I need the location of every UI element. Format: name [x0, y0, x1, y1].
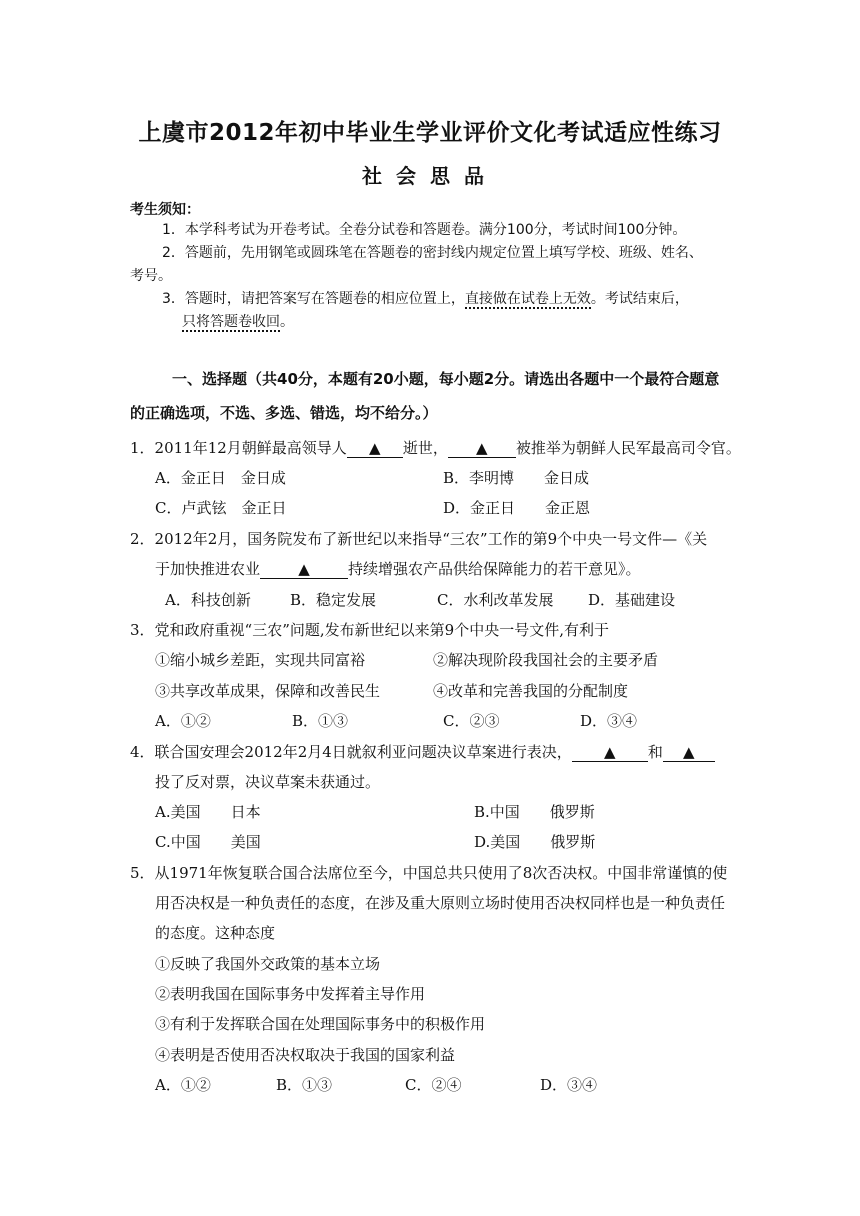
- option-c: C．②③: [443, 712, 500, 730]
- notice-item-3: [162, 288, 689, 308]
- answer-blank: ▲: [448, 440, 516, 458]
- answer-blank: ▲: [260, 561, 348, 579]
- option-a: A．科技创新: [165, 591, 251, 609]
- option-d: D．③④: [540, 1076, 598, 1094]
- question-4-cont: 投了反对票，决议草案未获通过。: [155, 773, 381, 791]
- notice-item-2-cont: 考号。: [130, 268, 172, 284]
- subject-title: 社会思品: [362, 164, 498, 188]
- question-2-cont: [155, 558, 641, 579]
- notice-item-3-cont: [182, 311, 294, 331]
- section-heading-line1: 一、选择题（共40分，本题有20小题，每小题2分。请选出各题中一个最符合题意: [172, 370, 720, 388]
- statement-1: ①缩小城乡差距，实现共同富裕: [155, 651, 366, 669]
- notice-heading: 考生须知：: [130, 202, 200, 218]
- notice-item-3-text: 3．答题时，请把答案写在答题卷的相应位置上，: [162, 291, 465, 307]
- option-b: B．稳定发展: [290, 591, 377, 609]
- question-3: 3．党和政府重视“三农”问题,发布新世纪以来第9个中央一号文件,有利于: [130, 621, 609, 639]
- option-c: C．②④: [405, 1076, 462, 1094]
- option-d: D．③④: [580, 712, 638, 730]
- option-a: A.美国 日本: [155, 803, 261, 821]
- option-b: B．①③: [292, 712, 349, 730]
- notice-emphasis-2: 只将答题卷收回: [182, 314, 280, 330]
- statement-4: ④改革和完善我国的分配制度: [433, 682, 629, 700]
- question-2-text-1: 于加快推进农业: [155, 560, 261, 578]
- option-b: B．李明博 金日成: [443, 469, 590, 487]
- notice-item-1: 1．本学科考试为开卷考试。全卷分试卷和答题卷。满分100分，考试时间100分钟。: [162, 222, 687, 238]
- notice-item-3-end: 。: [280, 314, 294, 330]
- exam-title: 上虞市2012年初中毕业生学业评价文化考试适应性练习: [138, 120, 722, 146]
- option-a: A．金正日 金日成: [155, 469, 286, 487]
- notice-item-3-text-2: 。考试结束后，: [590, 291, 689, 307]
- statement-2: ②解决现阶段我国社会的主要矛盾: [433, 651, 659, 669]
- question-5-cont-2: 的态度。这种态度: [155, 924, 276, 942]
- statement-3: ③有利于发挥联合国在处理国际事务中的积极作用: [155, 1015, 486, 1033]
- option-a: A．①②: [155, 712, 211, 730]
- notice-emphasis-1: 直接做在试卷上无效: [464, 291, 591, 307]
- answer-blank: ▲: [663, 744, 715, 762]
- statement-3: ③共享改革成果，保障和改善民生: [155, 682, 381, 700]
- question-5-cont-1: 用否决权是一种负责任的态度，在涉及重大原则立场时使用否决权同样也是一种负责任: [155, 894, 726, 912]
- question-2-text-2: 持续增强农产品供给保障能力的若干意见》。: [348, 560, 641, 578]
- question-1-text-2: 逝世，: [402, 439, 448, 457]
- option-b: B．①③: [276, 1076, 333, 1094]
- question-1-text-3: 被推举为朝鲜人民军最高司令官。: [515, 439, 741, 457]
- question-4: [130, 741, 715, 762]
- option-c: C.中国 美国: [155, 833, 261, 851]
- option-b: B.中国 俄罗斯: [474, 803, 595, 821]
- option-d: D．金正日 金正恩: [443, 499, 591, 517]
- statement-4: ④表明是否使用否决权取决于我国的国家利益: [155, 1046, 456, 1064]
- section-heading-line2: 的正确选项，不选、多选、错选，均不给分。）: [130, 404, 438, 422]
- question-4-text-2: 和: [647, 743, 663, 761]
- question-1: [130, 437, 741, 458]
- option-d: D.美国 俄罗斯: [474, 833, 596, 851]
- question-2: 2．2012年2月，国务院发布了新世纪以来指导“三农”工作的第9个中央一号文件—《关: [130, 530, 708, 548]
- answer-blank: ▲: [572, 744, 648, 762]
- option-d: D．基础建设: [588, 591, 676, 609]
- question-1-text-1: 1．2011年12月朝鲜最高领导人: [130, 439, 347, 457]
- question-5: 5．从1971年恢复联合国合法席位至今，中国总共只使用了8次否决权。中国非常谨慎的使: [130, 864, 728, 882]
- statement-2: ②表明我国在国际事务中发挥着主导作用: [155, 985, 426, 1003]
- answer-blank: ▲: [347, 440, 403, 458]
- question-4-text-1: 4．联合国安理会2012年2月4日就叙利亚问题决议草案进行表决，: [130, 743, 572, 761]
- option-c: C．卢武铉 金正日: [155, 499, 287, 517]
- option-c: C．水利改革发展: [437, 591, 554, 609]
- statement-1: ①反映了我国外交政策的基本立场: [155, 955, 381, 973]
- notice-item-2: 2．答题前，先用钢笔或圆珠笔在答题卷的密封线内规定位置上填写学校、班级、姓名、: [162, 245, 703, 261]
- option-a: A．①②: [155, 1076, 211, 1094]
